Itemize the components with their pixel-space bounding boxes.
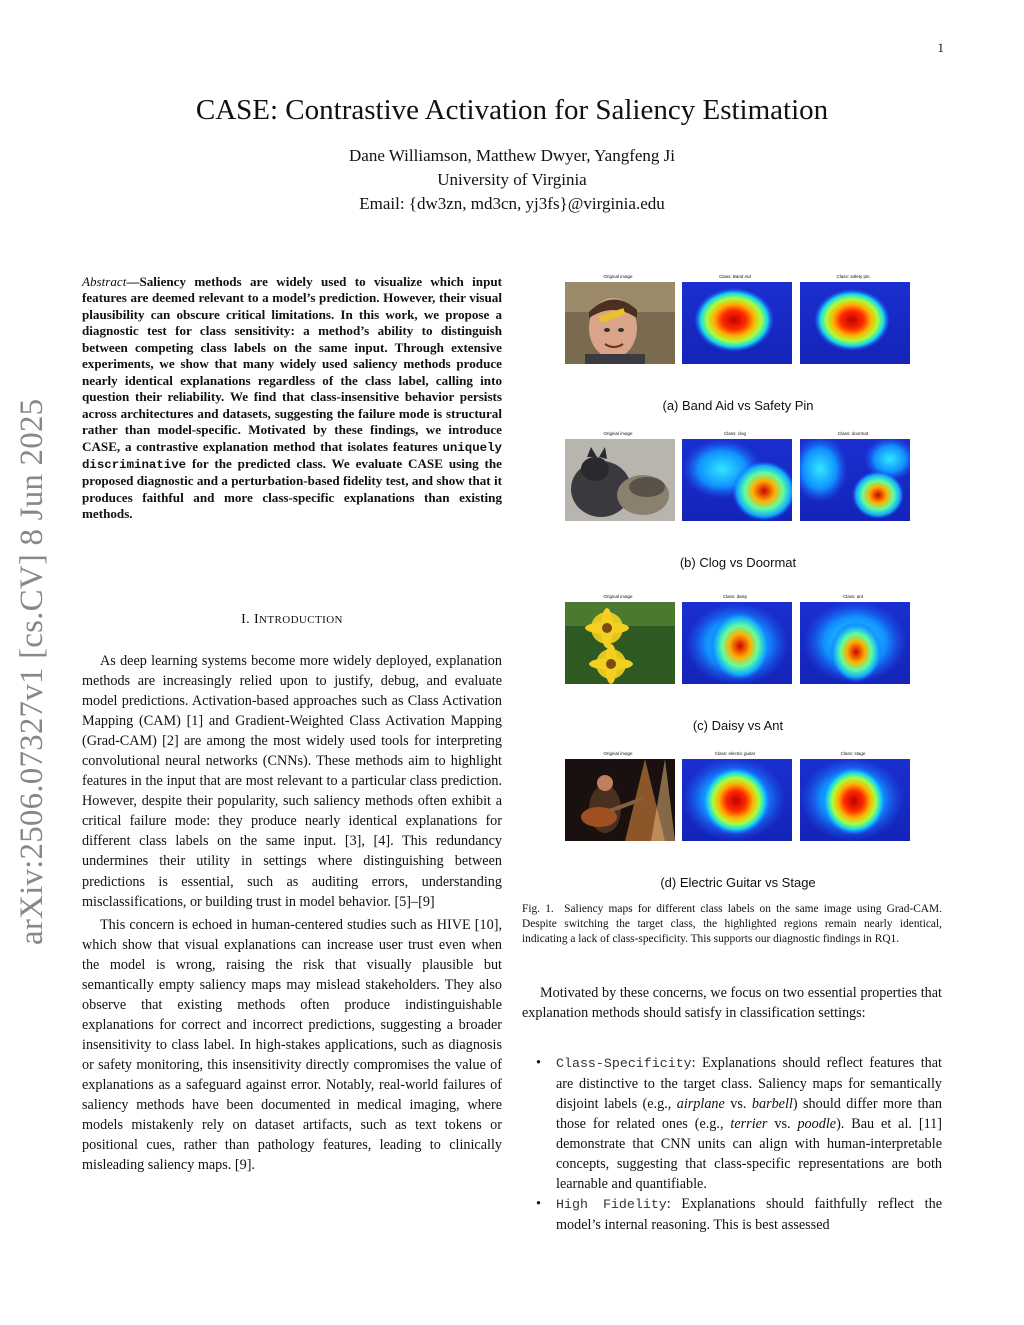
- figure-panel-d: [562, 751, 914, 901]
- section-number: I.: [241, 612, 251, 627]
- abstract-body-2: for the predicted class. We evaluate CASE using the proposed diagnostic and a perturbation-based fidelity test, and show that it produces faithful and more class-specific explanations than existing methods.: [82, 455, 502, 522]
- bullet-text: : Explanations should reflect features that are distinctive to the target class. Saliency maps for semantically disjoint labels (e.g.,: [556, 1055, 942, 1113]
- bullet-emph: barbell: [751, 1096, 793, 1113]
- author-email[interactable]: Email: {dw3zn, md3cn, yj3fs}@virginia.edu: [359, 194, 665, 213]
- abstract-body-1: Saliency methods are widely used to visualize which input features are deemed relevant to a model’s prediction. However, their visual plausibility can obscure critical limitations. In this work, we propose a diagnostic test for class sensitivity: a method’s ability to distinguish between competing class labels on the same input. Through extensive experiments, we show that many widely used saliency methods produce nearly identical explanations regardless of the class label, calling into question their reliability. We find that class-insensitive behavior persists across architectures and datasets, suggesting the failure mode is structural rather than model-specific. Motivated by these findings, we introduce CASE, a contrastive explanation method that isolates features: [82, 274, 502, 454]
- panel-a-saliency-band-aid: [682, 282, 792, 364]
- panel-d-title-class1: Class: electric guitar: [714, 751, 756, 756]
- panel-d-saliency-electric-guitar: [682, 759, 792, 841]
- panel-d-saliency-stage: [800, 759, 910, 841]
- panel-c-original-image: [565, 602, 675, 684]
- bullet-text: vs.: [724, 1096, 752, 1113]
- bullet-icon: •: [536, 1055, 541, 1071]
- intro-paragraph-1: As deep learning systems become more widely deployed, explanation methods are increasingly relied upon to justify, debug, and evaluate model predictions. Activation-based approaches such as Class Activation Mapping (CAM) [1] and Gradient-Weighted Class Activation Mapping (Grad-CAM) [2] are among the most widely used tools for interpreting convolutional neural networks (CNNs). These methods aim to highlight features in the input that are most relevant to a particular class prediction. However, despite their popularity, such saliency methods often exhibit a critical failure mode: they produce nearly identical explanations for different class labels on the same input. [3], [4]. This redundancy undermines their utility in settings where distinguishing between predictions is essential, such as auditing errors, understanding misclassifications, or building trust in model behavior. [5]–[9]: [82, 653, 502, 910]
- panel-c-title-class1: Class: daisy: [722, 594, 748, 599]
- list-item: [522, 1194, 942, 1235]
- bullet-text: ). Bau et al. [11] demonstrate that CNN units can align with human-interpretable concepts, suggesting that class-specific representations are both learnable and quantifiable.: [556, 1116, 942, 1193]
- panel-d-original-image: [565, 759, 675, 841]
- panel-c-saliency-daisy: [682, 602, 792, 684]
- bullet-term: High Fidelity: [556, 1197, 667, 1213]
- arxiv-stamp[interactable]: arXiv:2506.07327v1 [cs.CV] 8 Jun 2025: [14, 398, 50, 945]
- bullet-emph: airplane: [676, 1096, 725, 1113]
- author-block: [0, 144, 1024, 216]
- bullet-text: ) should differ more than those for related ones (e.g.,: [556, 1096, 943, 1133]
- panel-b-title-class1: Class: clog: [723, 431, 746, 436]
- bullet-term: Class-Specificity: [556, 1056, 692, 1071]
- panel-c-caption: (c) Daisy vs Ant: [692, 718, 784, 733]
- panel-b-saliency-doormat: [800, 439, 910, 521]
- section-rest: NTRODUCTION: [259, 614, 343, 626]
- property-list: [522, 1053, 942, 1235]
- panel-d-title-original: Original image: [603, 751, 633, 756]
- figure-panel-c: [562, 594, 914, 744]
- bullet-icon: •: [536, 1196, 541, 1213]
- abstract-lead: Abstract: [82, 274, 127, 289]
- bullet-emph: terrier: [730, 1116, 768, 1133]
- panel-c-saliency-ant: [800, 602, 910, 684]
- figure-panel-a: [562, 274, 914, 424]
- abstract: [82, 274, 502, 523]
- figure-caption: [522, 902, 942, 947]
- panel-a-original-image: [565, 282, 675, 364]
- panel-d-title-class2: Class: stage: [840, 751, 866, 756]
- panel-b-title-class2: Class: doormat: [837, 431, 869, 436]
- bullet-text: : Explanations should faithfully reflect the model’s internal reasoning. This is best assessed: [556, 1196, 942, 1234]
- panel-b-original-image: [565, 439, 675, 521]
- panel-c-title-class2: Class: ant: [842, 594, 863, 599]
- panel-a-title-class2: Class: safety pin: [836, 274, 870, 279]
- figure-caption-text: Saliency maps for different class labels on the same image using Grad-CAM. Despite switching the target class, the highlighted regions remain nearly identical, indicating a lack of class-specificity. This supports our diagnostic findings in RQ1.: [522, 903, 943, 945]
- figure-panel-b: [562, 431, 914, 581]
- panel-c-title-original: Original image: [603, 594, 633, 599]
- right-paragraph-text: Motivated by these concerns, we focus on two essential properties that explanation methods should satisfy in classification settings:: [522, 985, 942, 1022]
- author-names: Dane Williamson, Matthew Dwyer, Yangfeng Ji: [349, 146, 675, 165]
- abstract-dash: —: [126, 274, 140, 289]
- panel-a-caption: (a) Band Aid vs Safety Pin: [662, 398, 814, 413]
- panel-a-saliency-safety-pin: [800, 282, 910, 364]
- page-number: 1: [937, 40, 944, 55]
- abstract-mono-term: uniquely discriminative: [82, 440, 502, 472]
- right-column-paragraph: [522, 983, 942, 1023]
- panel-a-title-original: Original image: [603, 274, 633, 279]
- section-first-letter: I: [253, 612, 260, 627]
- section-heading-introduction: [82, 612, 502, 628]
- introduction-body: [82, 651, 502, 1175]
- figure-caption-label: Fig. 1.: [522, 903, 554, 915]
- list-item: [522, 1053, 942, 1194]
- intro-paragraph-2: This concern is echoed in human-centered studies such as HIVE [10], which show that visual explanations can increase user trust even when the model is wrong, raising the risk that visually plausible but semantically empty saliency maps may mislead stakeholders. They also observe that existing methods often produce indistinguishable explanations for correct and incorrect predictions, suggesting a broader insensitivity to class label. In high-stakes applications, such as diagnosis or safety monitoring, this insensitivity directly compromises the value of explanations as a safeguard against error. Notably, real-world failures of saliency methods have been documented in medical imaging, where models mistakenly rely on dataset artifacts, such as text tokens or positional cues, rather than pathology features, leading to clinically misleading saliency maps. [9].: [82, 916, 502, 1174]
- panel-b-title-original: Original image: [603, 431, 633, 436]
- bullet-emph: poodle: [797, 1116, 837, 1133]
- panel-d-caption: (d) Electric Guitar vs Stage: [660, 875, 816, 890]
- panel-a-title-class1: Class: Band Aid: [719, 274, 751, 279]
- panel-b-caption: (b) Clog vs Doormat: [679, 555, 797, 570]
- bullet-text: vs.: [767, 1116, 798, 1133]
- affiliation: University of Virginia: [437, 170, 587, 189]
- paper-title: CASE: Contrastive Activation for Saliency Estimation: [195, 94, 829, 126]
- panel-b-saliency-clog: [682, 439, 792, 521]
